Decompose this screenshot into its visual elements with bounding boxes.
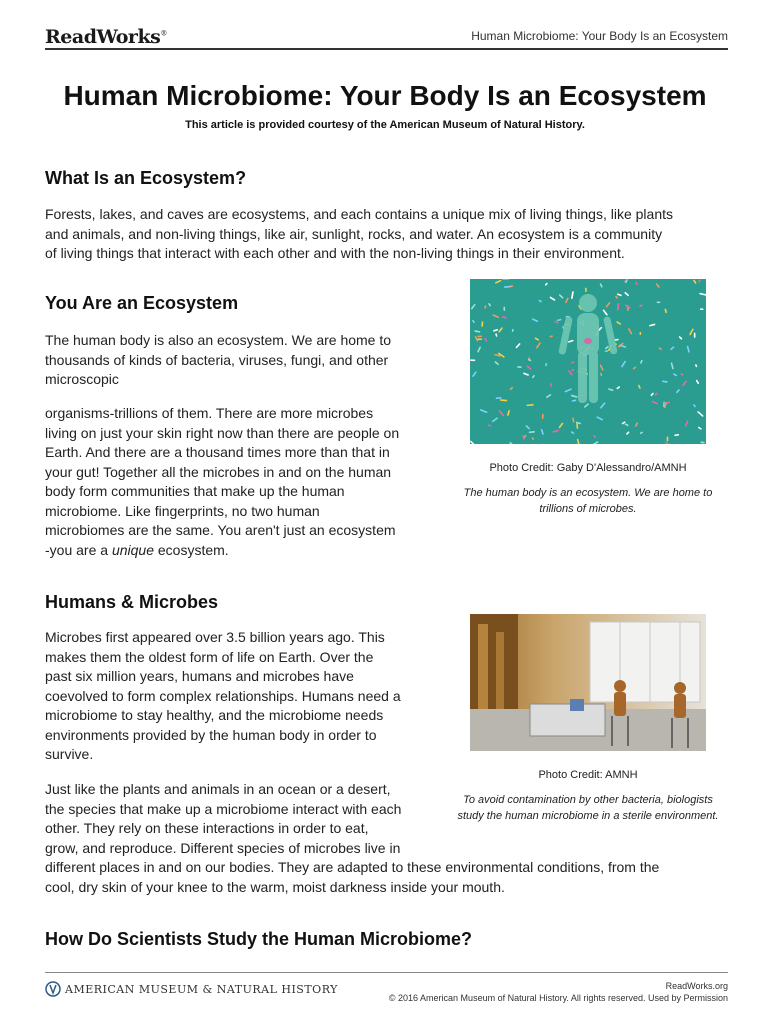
photo-credit-2: Photo Credit: AMNH [538, 769, 638, 781]
emphasis-unique: unique [111, 541, 154, 558]
caption-line: The human body is an ecosystem. We are home to [463, 487, 713, 499]
photo-credit-1: Photo Credit: Gaby D'Alessandro/AMNH [489, 462, 687, 474]
header-doc-title: Human Microbiome: Your Body Is an Ecosystem [471, 29, 728, 43]
text-line: Microbes first appeared over 3.5 billion years ago. This [45, 629, 385, 645]
text-line: cool, dry skin of your knee to the warm, moist darkness inside your mouth. [45, 878, 505, 895]
heading-you-are-ecosystem: You Are an Ecosystem [45, 293, 239, 313]
text-line: Earth. And there are a thousand times more than that in [45, 444, 390, 460]
text-line: different places in and on our bodies. They are adapted to these environmental conditions, from the [45, 859, 660, 875]
registered-mark: ® [160, 29, 167, 38]
text-line: microscopic [45, 371, 119, 387]
heading-humans-microbes: Humans & Microbes [45, 592, 219, 612]
paragraph-you-are-ecosystem-1 [45, 331, 435, 390]
text-line: Forests, lakes, and caves are ecosystems, and each contains a unique mix of living things, like plants [45, 206, 673, 222]
amnh-emblem-icon [45, 981, 61, 997]
text-line: organisms-trillions of them. There are more microbes [45, 405, 374, 421]
text-line: microbiome to stay healthy, and the microbiome needs [45, 707, 384, 723]
readworks-logo [45, 26, 167, 48]
caption-1 [452, 485, 724, 517]
text-line: the species that make up a microbiome interact with each [45, 800, 402, 817]
heading-how-scientists-study: How Do Scientists Study the Human Microbiome? [45, 929, 473, 949]
microbe-speck [470, 359, 475, 361]
caption-line: trillions of microbes. [539, 503, 637, 515]
heading-what-is-ecosystem: What Is an Ecosystem? [45, 168, 247, 188]
text-line: coevolved to form complex relationships. Humans need a [45, 687, 401, 704]
text-line: Just like the plants and animals in an ocean or a desert, [45, 781, 391, 797]
microbiome-body-image [470, 279, 706, 444]
footer-copyright: © 2016 American Museum of Natural History. All rights reserved. Used by Permission [388, 993, 728, 1003]
body-ecosystem-illustration [470, 279, 706, 444]
text-span: -you are a [45, 541, 112, 558]
text-line: past six million years, humans and microbes have [45, 668, 354, 684]
footer-site: ReadWorks.org [665, 981, 728, 991]
microbe-speck [640, 332, 642, 335]
microbe-speck [477, 335, 482, 337]
article-title: Human Microbiome: Your Body Is an Ecosystem [63, 80, 707, 111]
article-courtesy: This article is provided courtesy of the American Museum of Natural History. [185, 119, 585, 131]
caption-2 [446, 792, 730, 824]
footer-right [389, 980, 728, 1004]
paragraph-what-is-ecosystem [45, 205, 735, 264]
page-footer [45, 972, 728, 1013]
microbe-speck [700, 308, 704, 310]
sterile-lab-image [470, 614, 706, 751]
text-line: of living things that interact with each other and with the non-living things in their environment. [45, 245, 625, 261]
microbe-speck [517, 366, 522, 368]
text-line: other. They rely on these interactions in order to eat, [45, 820, 369, 836]
microbe-speck [503, 307, 505, 311]
amnh-logo-text: AMERICAN MUSEUM & NATURAL HISTORY [65, 982, 338, 996]
microbe-speck [542, 414, 544, 419]
microbe-speck [694, 333, 696, 338]
page-header [45, 24, 728, 50]
caption-line: study the human microbiome in a sterile environment. [457, 810, 719, 822]
text-line: grow, and reproduce. Different species of microbes live in [45, 839, 401, 856]
text-line: survive. [45, 746, 94, 762]
text-line: microbiome. Like fingerprints, no two human [45, 502, 320, 519]
amnh-logo [45, 981, 338, 997]
sterile-lab-photo [470, 614, 706, 751]
text-line: your gut! Together all the microbes in and on the human [45, 463, 392, 480]
text-line: living on just your skin right now than there are people on [45, 424, 400, 441]
microbe-speck [667, 436, 669, 441]
text-line: The human body is also an ecosystem. We are home to [45, 332, 392, 348]
microbe-speck [585, 288, 587, 292]
caption-line: To avoid contamination by other bacteria, biologists [463, 794, 713, 806]
text-line: thousands of kinds of bacteria, viruses, fungi, and other [45, 351, 389, 368]
text-line: body form communities that make up the human [45, 483, 345, 499]
microbe-speck [657, 302, 661, 304]
microbe-speck [605, 350, 608, 352]
text-line: and animals, and non-living things, like air, sunlight, rocks, and water. An ecosystem is a community [45, 225, 663, 242]
microbe-speck [510, 285, 514, 287]
text-line: microbiomes are the same. You aren't just an ecosystem [45, 522, 396, 538]
paragraph-you-are-ecosystem-2 [45, 404, 440, 560]
readworks-logo-text: ReadWorks [45, 26, 161, 48]
text-line [45, 541, 440, 561]
text-line: makes them the oldest form of life on Earth. Over the [45, 648, 374, 665]
paragraph-humans-microbes-1 [45, 628, 440, 765]
text-line: environments provided by the human body in order to [45, 726, 377, 743]
text-span: ecosystem. [153, 541, 229, 558]
